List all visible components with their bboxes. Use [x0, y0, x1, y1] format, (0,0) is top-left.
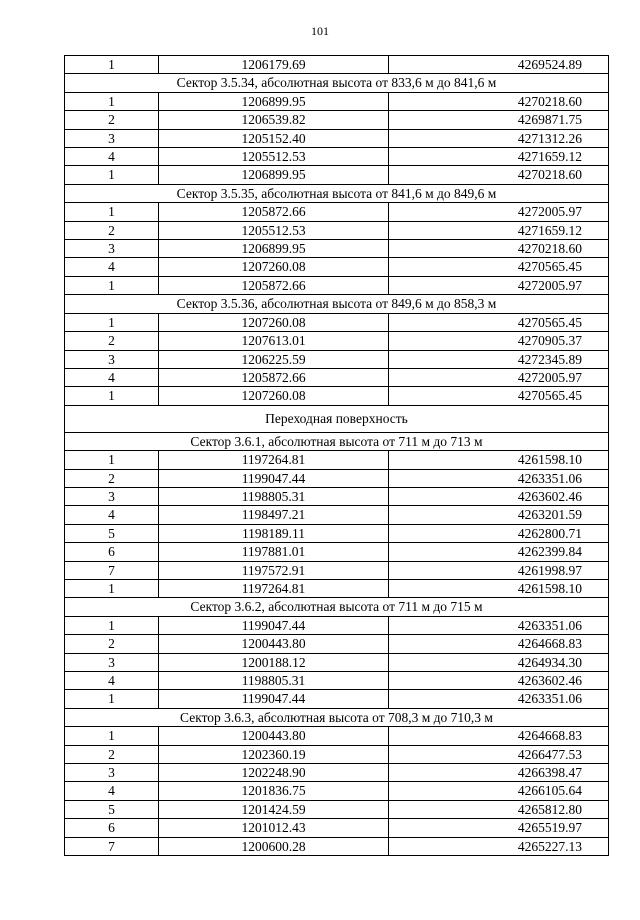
- section-title-row: [65, 405, 609, 432]
- x-coordinate-cell: 1205152.40: [159, 129, 389, 147]
- x-coordinate-cell: 1206539.82: [159, 111, 389, 129]
- table-row: [65, 800, 609, 818]
- y-coordinate-cell: 4272345.89: [389, 350, 609, 368]
- table-row: [65, 203, 609, 221]
- sector-header-row: [65, 295, 609, 313]
- point-number-cell: 4: [65, 672, 159, 690]
- table-row: [65, 56, 609, 74]
- x-coordinate-cell: 1206225.59: [159, 350, 389, 368]
- x-coordinate-cell: 1201424.59: [159, 800, 389, 818]
- point-number-cell: 1: [65, 579, 159, 597]
- table-row: [65, 258, 609, 276]
- table-row: [65, 221, 609, 239]
- y-coordinate-cell: 4265227.13: [389, 837, 609, 855]
- point-number-cell: 4: [65, 782, 159, 800]
- point-number-cell: 6: [65, 543, 159, 561]
- x-coordinate-cell: 1198189.11: [159, 524, 389, 542]
- x-coordinate-cell: 1205872.66: [159, 203, 389, 221]
- x-coordinate-cell: 1197881.01: [159, 543, 389, 561]
- table-row: [65, 690, 609, 708]
- y-coordinate-cell: 4271659.12: [389, 148, 609, 166]
- x-coordinate-cell: 1200443.80: [159, 635, 389, 653]
- point-number-cell: 7: [65, 561, 159, 579]
- sector-header-row: [65, 184, 609, 202]
- y-coordinate-cell: 4270905.37: [389, 332, 609, 350]
- x-coordinate-cell: 1201836.75: [159, 782, 389, 800]
- point-number-cell: 3: [65, 764, 159, 782]
- point-number-cell: 1: [65, 203, 159, 221]
- y-coordinate-cell: 4262399.84: [389, 543, 609, 561]
- y-coordinate-cell: 4269871.75: [389, 111, 609, 129]
- table-row: [65, 332, 609, 350]
- point-number-cell: 7: [65, 837, 159, 855]
- point-number-cell: 2: [65, 469, 159, 487]
- table-row: [65, 653, 609, 671]
- y-coordinate-cell: 4270565.45: [389, 258, 609, 276]
- x-coordinate-cell: 1205872.66: [159, 276, 389, 294]
- table-row: [65, 451, 609, 469]
- table-row: [65, 111, 609, 129]
- point-number-cell: 1: [65, 451, 159, 469]
- x-coordinate-cell: 1201012.43: [159, 819, 389, 837]
- table-row: [65, 524, 609, 542]
- x-coordinate-cell: 1198805.31: [159, 487, 389, 505]
- y-coordinate-cell: 4270565.45: [389, 387, 609, 405]
- x-coordinate-cell: 1198805.31: [159, 672, 389, 690]
- y-coordinate-cell: 4272005.97: [389, 203, 609, 221]
- table-row: [65, 819, 609, 837]
- point-number-cell: 2: [65, 635, 159, 653]
- x-coordinate-cell: 1207260.08: [159, 313, 389, 331]
- section-title: Переходная поверхность: [65, 405, 609, 432]
- point-number-cell: 1: [65, 92, 159, 110]
- table-row: [65, 487, 609, 505]
- point-number-cell: 3: [65, 487, 159, 505]
- coordinates-table: [64, 55, 609, 856]
- table-row: [65, 276, 609, 294]
- point-number-cell: 1: [65, 56, 159, 74]
- table-row: [65, 782, 609, 800]
- x-coordinate-cell: 1206899.95: [159, 240, 389, 258]
- x-coordinate-cell: 1200600.28: [159, 837, 389, 855]
- y-coordinate-cell: 4264934.30: [389, 653, 609, 671]
- point-number-cell: 1: [65, 313, 159, 331]
- sector-header: Сектор 3.6.2, абсолютная высота от 711 м до 715 м: [65, 598, 609, 616]
- sector-header-row: [65, 598, 609, 616]
- point-number-cell: 5: [65, 524, 159, 542]
- table-row: [65, 313, 609, 331]
- y-coordinate-cell: 4265519.97: [389, 819, 609, 837]
- table-row: [65, 92, 609, 110]
- sector-header: Сектор 3.6.3, абсолютная высота от 708,3 м до 710,3 м: [65, 708, 609, 726]
- x-coordinate-cell: 1205512.53: [159, 148, 389, 166]
- table-row: [65, 616, 609, 634]
- point-number-cell: 4: [65, 148, 159, 166]
- table-row: [65, 148, 609, 166]
- point-number-cell: 4: [65, 506, 159, 524]
- table-row: [65, 350, 609, 368]
- point-number-cell: 2: [65, 221, 159, 239]
- point-number-cell: 1: [65, 276, 159, 294]
- x-coordinate-cell: 1207260.08: [159, 258, 389, 276]
- y-coordinate-cell: 4261598.10: [389, 579, 609, 597]
- sector-header-row: [65, 432, 609, 450]
- x-coordinate-cell: 1198497.21: [159, 506, 389, 524]
- y-coordinate-cell: 4263602.46: [389, 672, 609, 690]
- table-row: [65, 166, 609, 184]
- y-coordinate-cell: 4264668.83: [389, 727, 609, 745]
- point-number-cell: 2: [65, 745, 159, 763]
- x-coordinate-cell: 1206899.95: [159, 92, 389, 110]
- x-coordinate-cell: 1197264.81: [159, 451, 389, 469]
- point-number-cell: 3: [65, 240, 159, 258]
- y-coordinate-cell: 4270218.60: [389, 92, 609, 110]
- y-coordinate-cell: 4263351.06: [389, 690, 609, 708]
- sector-header: Сектор 3.5.35, абсолютная высота от 841,6 м до 849,6 м: [65, 184, 609, 202]
- page-number: 101: [311, 24, 329, 38]
- table-row: [65, 387, 609, 405]
- table-row: [65, 240, 609, 258]
- y-coordinate-cell: 4262800.71: [389, 524, 609, 542]
- table-row: [65, 672, 609, 690]
- table-row: [65, 764, 609, 782]
- sector-header: Сектор 3.5.34, абсолютная высота от 833,6 м до 841,6 м: [65, 74, 609, 92]
- y-coordinate-cell: 4261598.10: [389, 451, 609, 469]
- coordinates-table-body: [65, 56, 609, 856]
- point-number-cell: 2: [65, 111, 159, 129]
- point-number-cell: 3: [65, 350, 159, 368]
- x-coordinate-cell: 1207613.01: [159, 332, 389, 350]
- x-coordinate-cell: 1199047.44: [159, 690, 389, 708]
- y-coordinate-cell: 4270218.60: [389, 240, 609, 258]
- table-row: [65, 506, 609, 524]
- y-coordinate-cell: 4271312.26: [389, 129, 609, 147]
- point-number-cell: 1: [65, 690, 159, 708]
- point-number-cell: 1: [65, 727, 159, 745]
- y-coordinate-cell: 4272005.97: [389, 276, 609, 294]
- y-coordinate-cell: 4266477.53: [389, 745, 609, 763]
- sector-header: Сектор 3.6.1, абсолютная высота от 711 м до 713 м: [65, 432, 609, 450]
- point-number-cell: 3: [65, 129, 159, 147]
- x-coordinate-cell: 1205872.66: [159, 368, 389, 386]
- x-coordinate-cell: 1205512.53: [159, 221, 389, 239]
- x-coordinate-cell: 1202360.19: [159, 745, 389, 763]
- sector-header: Сектор 3.5.36, абсолютная высота от 849,6 м до 858,3 м: [65, 295, 609, 313]
- sector-header-row: [65, 74, 609, 92]
- table-row: [65, 635, 609, 653]
- y-coordinate-cell: 4264668.83: [389, 635, 609, 653]
- y-coordinate-cell: 4263351.06: [389, 616, 609, 634]
- table-row: [65, 543, 609, 561]
- x-coordinate-cell: 1200188.12: [159, 653, 389, 671]
- y-coordinate-cell: 4263351.06: [389, 469, 609, 487]
- x-coordinate-cell: 1207260.08: [159, 387, 389, 405]
- y-coordinate-cell: 4266105.64: [389, 782, 609, 800]
- table-row: [65, 368, 609, 386]
- x-coordinate-cell: 1202248.90: [159, 764, 389, 782]
- table-row: [65, 129, 609, 147]
- x-coordinate-cell: 1206179.69: [159, 56, 389, 74]
- point-number-cell: 3: [65, 653, 159, 671]
- y-coordinate-cell: 4269524.89: [389, 56, 609, 74]
- sector-header-row: [65, 708, 609, 726]
- y-coordinate-cell: 4270565.45: [389, 313, 609, 331]
- point-number-cell: 6: [65, 819, 159, 837]
- point-number-cell: 4: [65, 258, 159, 276]
- table-row: [65, 561, 609, 579]
- table-row: [65, 727, 609, 745]
- point-number-cell: 4: [65, 368, 159, 386]
- table-row: [65, 745, 609, 763]
- x-coordinate-cell: 1199047.44: [159, 469, 389, 487]
- y-coordinate-cell: 4263201.59: [389, 506, 609, 524]
- point-number-cell: 5: [65, 800, 159, 818]
- table-row: [65, 837, 609, 855]
- y-coordinate-cell: 4272005.97: [389, 368, 609, 386]
- x-coordinate-cell: 1199047.44: [159, 616, 389, 634]
- x-coordinate-cell: 1200443.80: [159, 727, 389, 745]
- point-number-cell: 1: [65, 387, 159, 405]
- x-coordinate-cell: 1206899.95: [159, 166, 389, 184]
- table-row: [65, 579, 609, 597]
- y-coordinate-cell: 4265812.80: [389, 800, 609, 818]
- x-coordinate-cell: 1197572.91: [159, 561, 389, 579]
- y-coordinate-cell: 4261998.97: [389, 561, 609, 579]
- y-coordinate-cell: 4270218.60: [389, 166, 609, 184]
- y-coordinate-cell: 4271659.12: [389, 221, 609, 239]
- y-coordinate-cell: 4266398.47: [389, 764, 609, 782]
- x-coordinate-cell: 1197264.81: [159, 579, 389, 597]
- point-number-cell: 1: [65, 166, 159, 184]
- point-number-cell: 2: [65, 332, 159, 350]
- table-row: [65, 469, 609, 487]
- point-number-cell: 1: [65, 616, 159, 634]
- y-coordinate-cell: 4263602.46: [389, 487, 609, 505]
